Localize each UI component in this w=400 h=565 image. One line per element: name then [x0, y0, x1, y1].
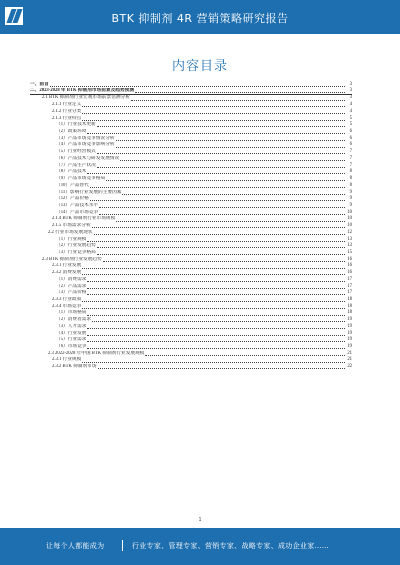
toc-leader-dots	[135, 92, 345, 93]
toc-entry-page: 19	[347, 330, 352, 336]
toc-entry-label: （3）人才需求	[56, 323, 87, 329]
toc-leader-dots	[122, 194, 345, 195]
toc-entry-label: （8）产品技术	[56, 169, 87, 175]
table-of-contents	[30, 82, 352, 371]
toc-leader-dots	[82, 301, 345, 302]
toc-leader-dots	[97, 153, 345, 154]
toc-entry-label: 二、2023-2028 年 BTK 抑制剂市场前景及趋势预测	[30, 87, 135, 93]
toc-leader-dots	[87, 348, 345, 349]
toc-leader-dots	[116, 147, 345, 148]
toc-entry[interactable]	[30, 116, 352, 123]
toc-entry-label: （6）产品技术与研发发展情况	[56, 155, 120, 161]
toc-entry-label: （3）产品价格	[56, 290, 87, 296]
toc-leader-dots	[97, 126, 345, 127]
toc-entry-page: 5	[349, 115, 352, 121]
toc-entry-label: 2.1.4 BTK 抑制剂行业市场规模	[52, 216, 116, 222]
toc-entry-page: 16	[347, 270, 352, 276]
toc-leader-dots	[87, 315, 345, 316]
toc-entry[interactable]	[30, 250, 352, 257]
toc-entry-page: 19	[347, 317, 352, 323]
toc-entry[interactable]	[30, 290, 352, 297]
toc-entry-label: 2.3.1 行业规模	[52, 357, 82, 363]
toc-entry[interactable]	[30, 364, 352, 371]
toc-entry-page: 8	[349, 182, 352, 188]
toc-entry[interactable]	[30, 169, 352, 176]
toc-entry-page: 4	[349, 108, 352, 114]
toc-leader-dots	[106, 180, 345, 181]
toc-leader-dots	[82, 274, 345, 275]
toc-entry-page: 9	[349, 202, 352, 208]
toc-entry-label: （2）消费者需求	[56, 317, 92, 323]
toc-entry-label: （7）产品生产状况	[56, 162, 96, 168]
toc-leader-dots	[116, 221, 345, 222]
toc-entry-page: 17	[347, 276, 352, 282]
toc-leader-dots	[87, 173, 345, 174]
toc-entry-page: 13	[347, 243, 352, 249]
toc-entry[interactable]	[30, 95, 352, 102]
toc-leader-dots	[82, 106, 345, 107]
toc-entry-label: 2.3 BTK 抑制剂行业发展趋势	[42, 256, 102, 262]
toc-entry-label: （1）市场格局	[56, 310, 87, 316]
toc-entry[interactable]	[30, 324, 352, 331]
toc-entry-label: 一、前言	[30, 82, 49, 87]
toc-entry-page: 17	[347, 290, 352, 296]
toc-entry-page: 10	[347, 216, 352, 222]
toc-entry[interactable]	[30, 183, 352, 190]
toc-entry[interactable]	[30, 263, 352, 270]
toc-entry[interactable]	[30, 149, 352, 156]
toc-entry[interactable]	[30, 277, 352, 284]
toc-entry[interactable]	[30, 304, 352, 311]
toc-entry[interactable]	[30, 223, 352, 230]
toc-entry[interactable]	[30, 102, 352, 109]
toc-entry-label: 2.1.5 市场需求分析	[52, 223, 91, 229]
toc-leader-dots	[92, 321, 345, 322]
toc-entry-label: 2.3.1 行业发展	[52, 263, 82, 269]
toc-entry-page: 4	[349, 102, 352, 108]
toc-leader-dots	[82, 308, 345, 309]
footer-lead: 让每个人都能成为	[46, 542, 105, 550]
toc-leader-dots	[90, 187, 345, 188]
toc-entry-page: 16	[347, 263, 352, 269]
toc-leader-dots	[145, 355, 345, 356]
toc-leader-dots	[90, 200, 345, 201]
toc-entry-label: （10）产品替代	[56, 182, 89, 188]
toc-heading: 内容目录	[171, 59, 228, 74]
toc-entry-label: 2.3.2 消费发展	[52, 270, 82, 276]
toc-leader-dots	[97, 247, 345, 248]
toc-entry[interactable]	[30, 109, 352, 116]
toc-entry-label: （2）政策环境	[56, 129, 87, 135]
toc-entry[interactable]	[30, 337, 352, 344]
toc-entry[interactable]	[30, 176, 352, 183]
toc-entry-label: （3）产品市场竞争情况分析	[56, 135, 115, 141]
toc-entry-page: 7	[349, 149, 352, 155]
toc-entry[interactable]	[30, 331, 352, 338]
toc-entry-label: （4）行业发展	[56, 330, 87, 336]
toc-entry-page: 3	[349, 87, 352, 93]
footer-divider	[122, 540, 123, 551]
toc-entry-page: 22	[347, 364, 352, 370]
toc-entry-page: 10	[347, 223, 352, 229]
toc-leader-dots	[120, 160, 345, 161]
toc-entry-page: 19	[347, 323, 352, 329]
toc-entry-label: （6）市场竞争	[56, 344, 87, 350]
toc-entry-page: 6	[349, 135, 352, 141]
toc-entry-label: （4）产品市场竞争影响分析	[56, 142, 115, 148]
toc-entry[interactable]	[30, 89, 352, 96]
toc-entry[interactable]	[30, 243, 352, 250]
toc-leader-dots	[82, 268, 345, 269]
toc-leader-dots	[99, 214, 345, 215]
toc-entry-page: 18	[347, 310, 352, 316]
toc-entry-label: （3）行业竞争格局	[56, 249, 96, 255]
toc-leader-dots	[87, 341, 345, 342]
toc-entry-label: （2）行业发展趋势	[56, 243, 96, 249]
toc-entry[interactable]	[30, 357, 352, 364]
toc-entry-page: 19	[347, 344, 352, 350]
toc-entry[interactable]	[30, 284, 352, 291]
toc-entry[interactable]	[30, 237, 352, 244]
toc-entry-label: 2.3.4 市场竞争	[52, 303, 82, 309]
toc-entry[interactable]	[30, 190, 352, 197]
toc-entry-page: 5	[349, 122, 352, 128]
toc-entry-label: （1）行业规模	[56, 236, 87, 242]
toc-entry-label: （11）影响行业发展的主要因素	[56, 189, 122, 195]
toc-entry-page: 18	[347, 303, 352, 309]
toc-leader-dots	[87, 335, 345, 336]
toc-leader-dots	[92, 227, 345, 228]
toc-entry-page: 6	[349, 129, 352, 135]
toc-leader-dots	[87, 281, 345, 282]
toc-entry[interactable]	[30, 129, 352, 136]
toc-entry-label: （1）行业技术更新	[56, 122, 96, 128]
toc-entry-label: 2.3.2 BTK 抑制剂市场	[52, 364, 97, 370]
toc-leader-dots	[87, 288, 345, 289]
toc-entry-page: 8	[349, 176, 352, 182]
toc-entry[interactable]	[30, 344, 352, 351]
toc-entry-page: 3	[349, 95, 352, 101]
toc-entry-page: 12	[347, 229, 352, 235]
toc-entry-page: 8	[349, 169, 352, 175]
toc-entry-page: 9	[349, 189, 352, 195]
toc-entry-page: 19	[347, 337, 352, 343]
toc-entry-label: 2.1.2 行业分类	[52, 108, 82, 114]
toc-entry[interactable]	[30, 270, 352, 277]
toc-entry-page: 10	[347, 209, 352, 215]
toc-leader-dots	[82, 362, 345, 363]
toc-entry-label: （14）产品市场竞争	[56, 209, 99, 215]
page-header	[0, 0, 400, 34]
toc-entry-label: （9）产品市场竞争格局	[56, 176, 106, 182]
toc-leader-dots	[87, 294, 345, 295]
toc-leader-dots	[82, 113, 345, 114]
toc-entry-page: 13	[347, 236, 352, 242]
toc-entry[interactable]	[30, 216, 352, 223]
toc-entry[interactable]	[30, 203, 352, 210]
toc-entry[interactable]	[30, 196, 352, 203]
toc-entry-label: （5）行业需求	[56, 337, 87, 343]
footer-tagline: 行业专家、管理专家、营销专家、战略专家、成功企业家……	[132, 542, 330, 550]
toc-leader-dots	[97, 167, 345, 168]
toc-entry-label: 2.2 行业市场发展现状	[48, 229, 93, 235]
toc-entry-label: （12）产品价格	[56, 196, 89, 202]
toc-entry-label: 2.1.3 行业特点	[52, 115, 82, 121]
toc-leader-dots	[94, 234, 345, 235]
toc-entry[interactable]	[30, 310, 352, 317]
toc-leader-dots	[87, 328, 345, 329]
toc-entry[interactable]	[30, 317, 352, 324]
report-title: BTK 抑制剂 4R 营销策略研究报告	[111, 12, 289, 25]
toc-entry[interactable]	[30, 136, 352, 143]
page-number: 1	[198, 517, 202, 523]
toc-leader-dots	[99, 207, 345, 208]
toc-leader-dots	[131, 100, 345, 101]
toc-entry-label: 2.1 BTK 抑制剂行业宏观市场前景估测分析	[42, 95, 130, 101]
toc-entry-label: 2.3 2022-2028 年中国 BTK 抑制剂行业发展规模	[48, 350, 145, 356]
toc-entry-page: 17	[347, 283, 352, 289]
toc-entry[interactable]	[30, 351, 352, 358]
toc-leader-dots	[98, 368, 345, 369]
toc-entry-page: 18	[347, 297, 352, 302]
toc-entry[interactable]	[30, 122, 352, 129]
toc-entry[interactable]	[30, 163, 352, 170]
toc-leader-dots	[116, 140, 345, 141]
toc-entry-page: 7	[349, 155, 352, 161]
toc-entry[interactable]	[30, 297, 352, 304]
toc-entry-page: 21	[347, 357, 352, 363]
toc-entry-page: 3	[349, 82, 352, 87]
page-footer	[0, 528, 400, 565]
toc-leader-dots	[103, 261, 345, 262]
toc-entry[interactable]	[30, 142, 352, 149]
toc-entry-label: （5）行业经营模式	[56, 149, 96, 155]
toc-entry-page: 15	[347, 249, 352, 255]
toc-entry-page: 6	[349, 142, 352, 148]
toc-leader-dots	[82, 120, 345, 121]
toc-entry-label: 2.3.3 行业政策	[52, 297, 82, 302]
toc-entry-page: 16	[347, 256, 352, 262]
toc-entry[interactable]	[30, 230, 352, 237]
toc-entry[interactable]	[30, 210, 352, 217]
toc-entry[interactable]	[30, 156, 352, 163]
toc-entry-label: 2.1.1 行业定义	[52, 102, 82, 108]
toc-leader-dots	[87, 241, 345, 242]
toc-leader-dots	[87, 133, 345, 134]
toc-entry-page: 7	[349, 162, 352, 168]
toc-entry-page: 21	[347, 350, 352, 356]
toc-leader-dots	[97, 254, 345, 255]
toc-entry-label: （1）消费需求	[56, 276, 87, 282]
toc-entry[interactable]	[30, 257, 352, 264]
toc-entry-page: 9	[349, 196, 352, 202]
toc-entry-label: （13）产品技术水平	[56, 202, 99, 208]
toc-entry-label: （2）产品需求	[56, 283, 87, 289]
